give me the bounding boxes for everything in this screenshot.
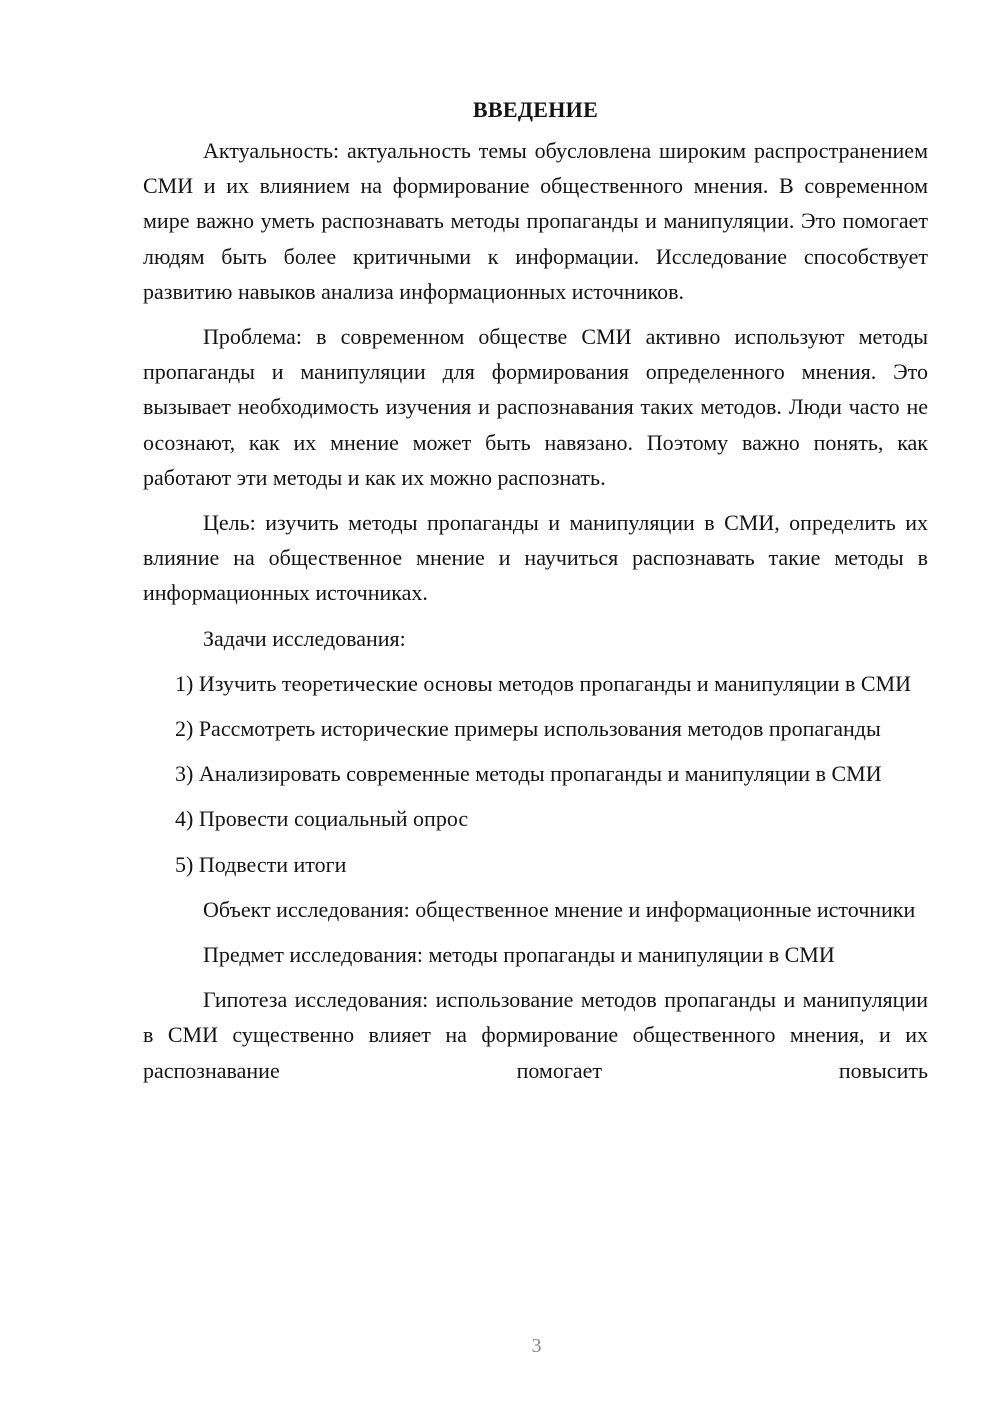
object-paragraph: Объект исследования: общественное мнение и информационные источники [203, 896, 916, 922]
page-content [143, 92, 928, 1088]
relevance-paragraph: Актуальность: актуальность темы обусловлена широким распространением СМИ и их влиянием на формирование общественного мнения. В современном мире важно уметь распознавать методы пропаганды и манипуляции. Это помогает людям быть более критичными к информации. Исследование способствует развитию навыков анализа информационных источников. [143, 138, 928, 304]
task-item: 3) Анализировать современные методы пропаганды и манипуляции в СМИ [175, 761, 882, 787]
task-item: 1) Изучить теоретические основы методов пропаганды и манипуляции в СМИ [175, 670, 911, 696]
hypothesis-paragraph: Гипотеза исследования: использование методов пропаганды и манипуляции в СМИ существенно влияет на формирование общественного мнения, и их распознавание помогает повысить [143, 987, 928, 1083]
task-item: 2) Рассмотреть исторические примеры использования методов пропаганды [175, 716, 881, 742]
task-item: 5) Подвести итоги [175, 851, 347, 877]
subject-paragraph: Предмет исследования: методы пропаганды и манипуляции в СМИ [203, 942, 835, 968]
section-title: ВВЕДЕНИЕ [472, 97, 599, 122]
task-item: 4) Провести социальный опрос [175, 806, 469, 832]
problem-paragraph: Проблема: в современном обществе СМИ активно используют методы пропаганды и манипуляции для формирования определенного мнения. Это вызывает необходимость изучения и распознавания таких методов. Люди часто не осознают, как их мнение может быть навязано. Поэтому важно понять, как работают эти методы и как их можно распознать. [143, 324, 928, 490]
goal-paragraph: Цель: изучить методы пропаганды и манипуляции в СМИ, определить их влияние на общественное мнение и научиться распознавать такие методы в информационных источниках. [143, 510, 928, 606]
page-number: 3 [531, 1335, 542, 1357]
tasks-label: Задачи исследования: [203, 625, 406, 651]
